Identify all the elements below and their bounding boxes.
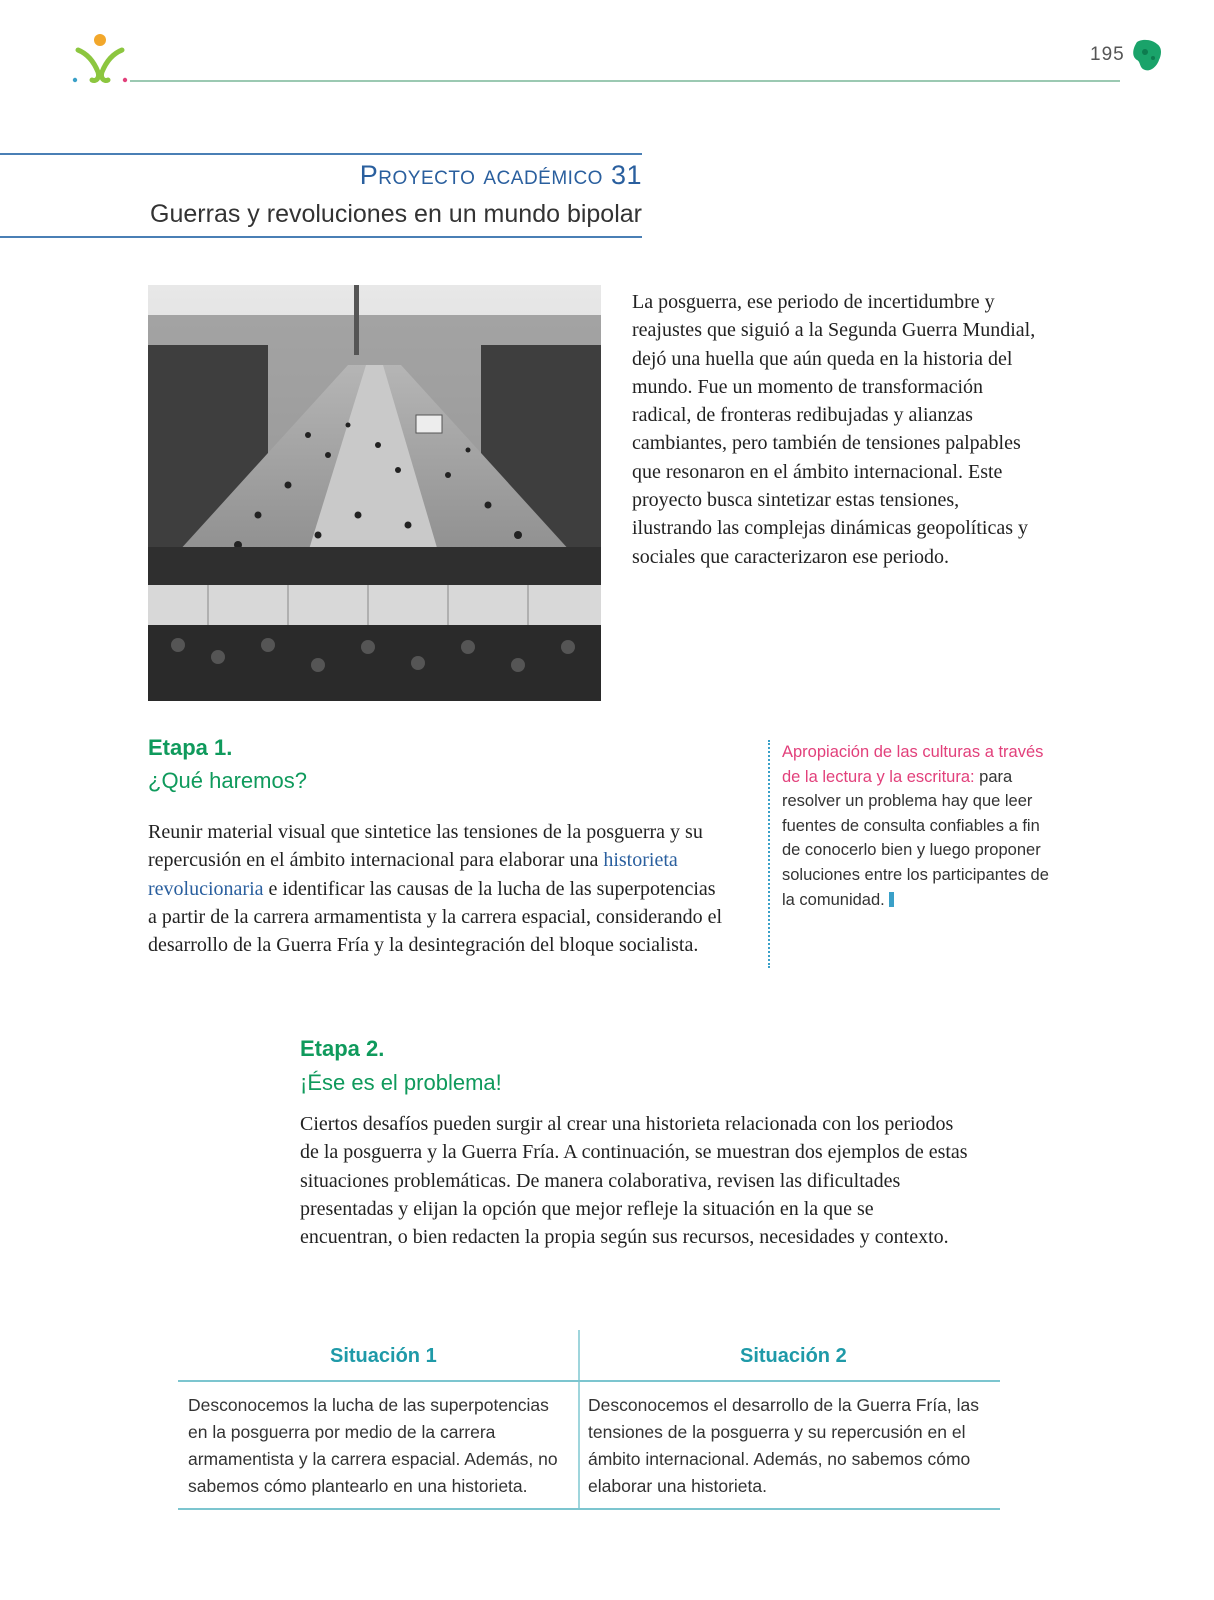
table-header-rule (178, 1380, 1000, 1382)
table-column-divider (578, 1330, 580, 1510)
green-splash-icon (1131, 38, 1163, 74)
historieta-link[interactable]: historieta revolucionaria (148, 849, 678, 900)
berlin-wall-photo (148, 285, 601, 701)
side-note (782, 740, 1062, 912)
title-rule-top (0, 153, 642, 155)
page-number: 195 (1090, 44, 1125, 65)
intro-paragraph: La posguerra, ese periodo de incertidumbre y reajustes que siguió a la Segunda Guerra Mundial, dejó una huella que aún queda en la historia del mundo. Fue un momento de transformación radical, de fronteras redibujadas y alianzas cambiantes, pero también de tensiones palpables que resonaron en el ámbito internacional. Este proyecto busca sintetizar estas tensiones, ilustrando las complejas dinámicas geopolíticas y sociales que caracterizaron ese periodo. (632, 291, 1036, 568)
situation1-cell: Desconocemos la lucha de las superpotencias en la posguerra por medio de la carrera armamentista y la carrera espacial. Además, no sabemos cómo plantearlo en una historieta. (188, 1395, 558, 1496)
note-accent-text: Apropiación de las culturas a través de la lectura y la escritura: (782, 743, 1044, 786)
etapa2-title: Etapa 2. (300, 1036, 385, 1061)
table-bottom-rule (178, 1508, 1000, 1510)
note-dotted-rule (768, 740, 770, 968)
note-text: para resolver un problema hay que leer fuentes de consulta confiables a fin de conocerlo bien y luego proponer soluciones entre los participantes de la comunidad. (782, 767, 1049, 909)
project-subtitle: Guerras y revoluciones en un mundo bipolar (150, 200, 642, 228)
situation2-header: Situación 2 (740, 1345, 847, 1367)
etapa1-text-before: Reunir material visual que sintetice las tensiones de la posguerra y su repercusión en el ámbito internacional para elaborar una (148, 821, 703, 872)
title-rule-bottom (0, 236, 642, 238)
etapa2-subtitle: ¡Ése es el problema! (300, 1070, 502, 1095)
situation2-cell: Desconocemos el desarrollo de la Guerra Fría, las tensiones de la posguerra y su repercusión en el ámbito internacional. Además, no sabemos cómo elaborar una historieta. (588, 1395, 980, 1496)
etapa2-paragraph: Ciertos desafíos pueden surgir al crear una historieta relacionada con los periodos de la posguerra y la Guerra Fría. A continuación, se muestran dos ejemplos de estas situaciones problemáticas. De manera colaborativa, revisen las dificultades presentadas y elijan la opción que mejor refleje la situación en la que se encuentran, o bien redacten la propia según sus recursos, necesidades y contexto. (300, 1113, 968, 1249)
etapa1-text-after: e identificar las causas de la lucha de las superpotencias a partir de la carrera armamentista y la carrera espacial, considerando el desarrollo de la Guerra Fría y la desintegración del bloque socialista. (148, 877, 723, 957)
etapa1-title: Etapa 1. (148, 735, 233, 760)
etapa1-paragraph (148, 818, 728, 959)
project-label: Proyecto académico 31 (359, 160, 642, 190)
etapa1-subtitle: ¿Qué haremos? (148, 768, 307, 793)
header-rule (130, 80, 1120, 82)
situation1-header: Situación 1 (330, 1345, 437, 1367)
note-end-mark (889, 892, 894, 907)
person-figure-icon (70, 32, 130, 84)
